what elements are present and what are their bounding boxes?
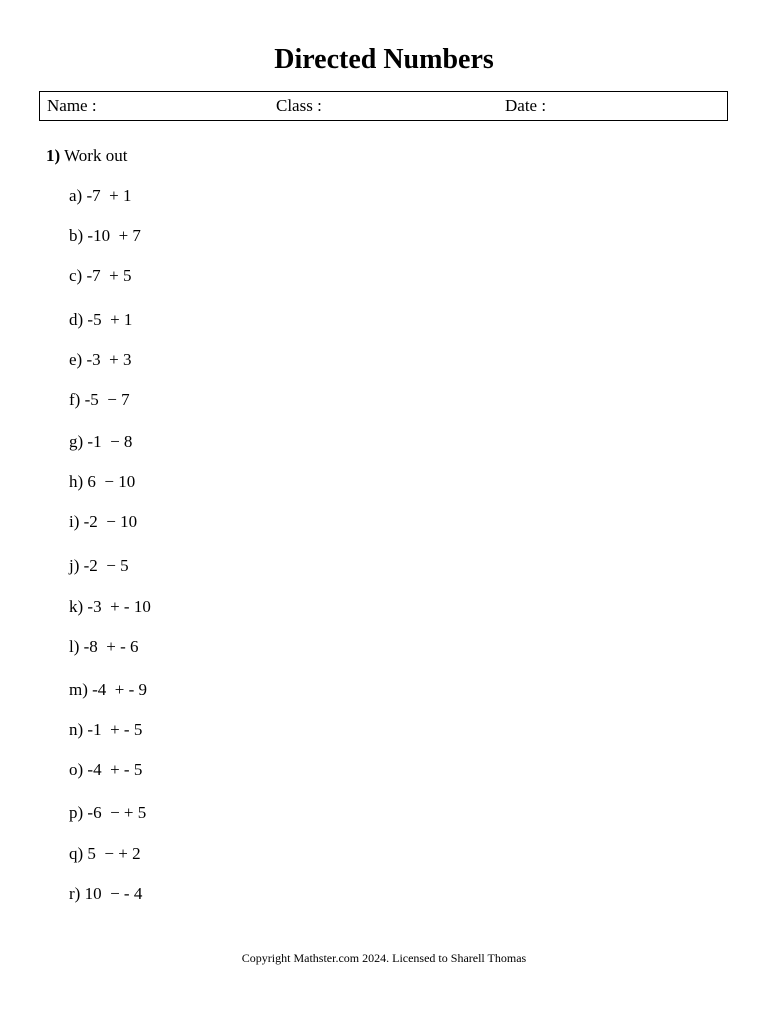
- student-info-box: [39, 91, 728, 121]
- question-item-c: c) -7 + 5: [69, 266, 132, 285]
- copyright-footer: Copyright Mathster.com 2024. Licensed to Sharell Thomas: [241, 951, 527, 965]
- question-item-e: e) -3 + 3: [69, 350, 132, 369]
- class-label: Class :: [276, 96, 322, 115]
- question-item-h: h) 6 − 10: [69, 472, 136, 491]
- question-item-a: a) -7 + 1: [69, 186, 132, 205]
- question-1-heading: [46, 145, 127, 167]
- name-label: Name :: [47, 96, 97, 115]
- question-item-d: d) -5 + 1: [69, 310, 133, 329]
- question-item-q: q) 5 − + 2: [69, 844, 141, 863]
- question-item-p: p) -6 − + 5: [69, 803, 147, 822]
- question-item-l: l) -8 + - 6: [69, 637, 139, 656]
- question-item-k: k) -3 + - 10: [69, 597, 151, 616]
- question-item-b: b) -10 + 7: [69, 226, 141, 245]
- question-instruction: Work out: [64, 146, 128, 165]
- question-item-f: f) -5 − 7: [69, 390, 130, 409]
- question-item-g: g) -1 − 8: [69, 432, 133, 451]
- question-item-r: r) 10 − - 4: [69, 884, 143, 903]
- question-item-m: m) -4 + - 9: [69, 680, 148, 699]
- date-label: Date :: [505, 96, 547, 115]
- question-item-n: n) -1 + - 5: [69, 720, 143, 739]
- question-number: 1): [46, 146, 61, 165]
- question-item-o: o) -4 + - 5: [69, 760, 143, 779]
- question-item-j: j) -2 − 5: [69, 556, 129, 575]
- question-item-i: i) -2 − 10: [69, 512, 138, 531]
- worksheet-title: Directed Numbers: [274, 44, 494, 75]
